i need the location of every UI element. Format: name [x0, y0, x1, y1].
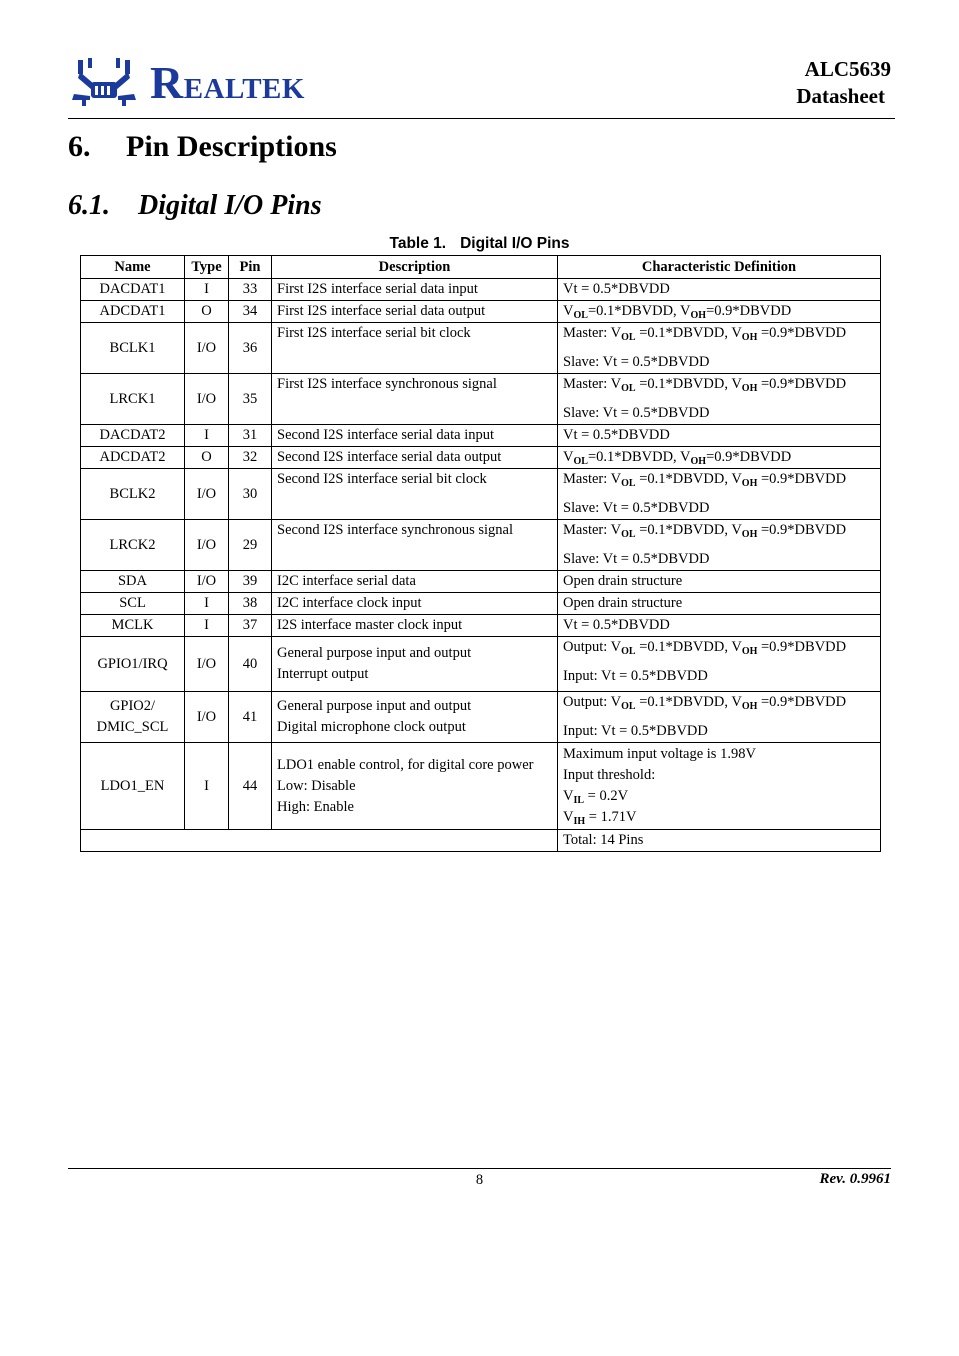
pin-characteristic-master: Master: $V_{OL}$ =0.1*DBVDD, $V_{OH}$ =0.9*DBVDD — [563, 325, 847, 343]
table-header-row — [81, 256, 881, 279]
pin-description-line: Second I2S interface synchronous signal — [277, 522, 513, 538]
doc-part-number: ALC5639 — [804, 57, 891, 81]
pin-characteristic-input: Input: Vt = 0.5*DBVDD — [563, 723, 708, 739]
pin-characteristic-cell — [558, 692, 881, 743]
pin-characteristic-cell — [558, 615, 881, 637]
pin-type: I/O — [196, 573, 217, 589]
pin-name: MCLK — [111, 617, 154, 633]
pin-type-cell — [185, 323, 229, 374]
header-characteristic: Characteristic Definition — [558, 256, 881, 279]
pin-characteristic-cell — [558, 301, 881, 323]
pin-description-line: I2C interface serial data — [277, 573, 416, 589]
pin-name: SDA — [117, 573, 147, 589]
header-type: Type — [185, 256, 229, 279]
pin-characteristic-slave: Slave: Vt = 0.5*DBVDD — [563, 354, 710, 370]
pin-characteristic: Open drain structure — [563, 595, 683, 611]
pin-name-cell — [81, 447, 185, 469]
doc-type: Datasheet — [796, 84, 885, 108]
pin-name-cell — [81, 571, 185, 593]
pin-type: I/O — [196, 708, 217, 725]
table-row — [81, 692, 881, 743]
pin-description-cell — [272, 469, 558, 520]
pin-description-line: First I2S interface serial bit clock — [277, 325, 471, 341]
table-caption — [0, 235, 959, 253]
pin-characteristic-cell — [558, 571, 881, 593]
pin-type: I/O — [196, 536, 217, 553]
pin-type-cell — [185, 447, 229, 469]
digital-io-pins-table — [80, 255, 881, 852]
pin-name: LRCK1 — [109, 390, 156, 407]
header-name: Name — [81, 256, 185, 279]
pin-number-cell — [229, 743, 272, 830]
pin-number: 39 — [242, 573, 258, 589]
pin-number-cell — [229, 323, 272, 374]
pin-name-cell — [81, 520, 185, 571]
pin-number: 31 — [242, 427, 258, 443]
pin-number-cell — [229, 447, 272, 469]
pin-description-line: First I2S interface serial data output — [277, 303, 486, 319]
pin-description-line: Interrupt output — [277, 666, 369, 682]
pin-type: I/O — [196, 390, 217, 407]
pin-type-cell — [185, 692, 229, 743]
pin-description-line: I2S interface master clock input — [277, 617, 463, 633]
subsection-title: Digital I/O Pins — [138, 190, 322, 221]
pin-type: I/O — [196, 485, 217, 502]
pin-description-cell — [272, 593, 558, 615]
pin-name-cell — [81, 323, 185, 374]
pin-characteristic-cell — [558, 374, 881, 425]
pin-name-line: DMIC_SCL — [96, 719, 169, 735]
pin-number-cell — [229, 374, 272, 425]
document-id — [796, 56, 891, 110]
pin-type-cell — [185, 469, 229, 520]
pin-characteristic-cell — [558, 520, 881, 571]
section-number: 6. — [68, 130, 91, 163]
pin-name: LRCK2 — [109, 536, 156, 553]
pin-name-cell — [81, 615, 185, 637]
pin-number: 37 — [242, 617, 258, 633]
pin-name-cell — [81, 593, 185, 615]
pin-type-cell — [185, 425, 229, 447]
footer-divider — [68, 1168, 891, 1169]
header-pin: Pin — [229, 256, 272, 279]
pin-characteristic-input: Input: Vt = 0.5*DBVDD — [563, 668, 708, 684]
pin-characteristic-line: $V_{IL} = 0.2V$ — [563, 788, 629, 806]
pin-number: 38 — [242, 595, 258, 611]
pin-description-line: Second I2S interface serial bit clock — [277, 471, 487, 487]
pin-characteristic: Vt = 0.5*DBVDD — [563, 617, 670, 633]
pin-description-cell — [272, 447, 558, 469]
pin-name: SCL — [119, 595, 146, 611]
pin-characteristic-master: Master: $V_{OL}$ =0.1*DBVDD, $V_{OH}$ =0.9*DBVDD — [563, 522, 847, 540]
pin-name: ADCDAT2 — [99, 449, 166, 465]
pin-type-cell — [185, 593, 229, 615]
pin-characteristic-output: Output: $V_{OL}$ =0.1*DBVDD, $V_{OH}$ =0.9*DBVDD — [563, 694, 847, 712]
pin-description-cell — [272, 279, 558, 301]
pin-number-cell — [229, 593, 272, 615]
pin-name: DACDAT2 — [99, 427, 166, 443]
table-total-row — [81, 830, 881, 852]
pin-characteristic-slave: Slave: Vt = 0.5*DBVDD — [563, 500, 710, 516]
pin-description-line: First I2S interface serial data input — [277, 281, 478, 297]
realtek-crab-logo-icon — [70, 56, 138, 108]
pin-number: 40 — [242, 655, 258, 672]
table-row — [81, 301, 881, 323]
pin-description-cell — [272, 615, 558, 637]
pin-characteristic-cell — [558, 323, 881, 374]
pin-description-line: LDO1 enable control, for digital core power — [277, 756, 534, 773]
pin-characteristic-cell — [558, 743, 881, 830]
pin-characteristic: Vt = 0.5*DBVDD — [563, 281, 670, 297]
pin-type: I — [204, 427, 209, 443]
pin-description-line: General purpose input and output — [277, 698, 472, 714]
pin-type-cell — [185, 571, 229, 593]
table-row — [81, 469, 881, 520]
pin-number-cell — [229, 615, 272, 637]
pin-description-cell — [272, 323, 558, 374]
pin-characteristic-line: $V_{IH} = 1.71V$ — [563, 809, 637, 827]
pin-number: 36 — [242, 339, 258, 356]
table-caption-title: Digital I/O Pins — [460, 235, 570, 252]
subsection-number: 6.1. — [68, 190, 110, 221]
pin-characteristic-master: Master: $V_{OL}$ =0.1*DBVDD, $V_{OH}$ =0.9*DBVDD — [563, 471, 847, 489]
pin-type: O — [201, 303, 212, 319]
pin-number-cell — [229, 279, 272, 301]
pin-description-line: I2C interface clock input — [277, 595, 422, 611]
pin-number: 35 — [242, 390, 258, 407]
pin-name-line: GPIO2/ — [109, 698, 156, 714]
pin-characteristic-cell — [558, 279, 881, 301]
table-row — [81, 637, 881, 692]
section-title: Pin Descriptions — [126, 130, 337, 163]
pin-name-cell — [81, 637, 185, 692]
pin-characteristic-cell — [558, 637, 881, 692]
pin-name-cell — [81, 692, 185, 743]
pin-characteristic-cell — [558, 469, 881, 520]
pin-number: 34 — [242, 303, 258, 319]
pin-type-cell — [185, 374, 229, 425]
pin-description-line: First I2S interface synchronous signal — [277, 376, 497, 392]
pin-description-line: Digital microphone clock output — [277, 719, 466, 735]
pin-number: 29 — [242, 536, 258, 553]
total-blank-cell — [81, 830, 558, 852]
pin-number-cell — [229, 637, 272, 692]
pin-number-cell — [229, 425, 272, 447]
pin-description-cell — [272, 637, 558, 692]
pin-name-cell — [81, 743, 185, 830]
pin-number-cell — [229, 692, 272, 743]
table-row — [81, 425, 881, 447]
pin-characteristic-cell — [558, 425, 881, 447]
pin-name-cell — [81, 301, 185, 323]
pin-characteristic: $V_{OL}=0.1*DBVDD$, $V_{OH}=0.9*DBVDD$ — [563, 449, 792, 467]
pin-type-cell — [185, 615, 229, 637]
pin-characteristic-slave: Slave: Vt = 0.5*DBVDD — [563, 405, 710, 421]
pin-type: O — [201, 449, 212, 465]
total-pins: Total: 14 Pins — [558, 830, 881, 852]
pin-characteristic-cell — [558, 447, 881, 469]
pin-description-line: Low: Disable — [277, 777, 356, 794]
pin-type: I — [204, 617, 209, 633]
pin-description-cell — [272, 692, 558, 743]
pin-description-line: Second I2S interface serial data input — [277, 427, 495, 443]
pin-characteristic-master: Master: $V_{OL}$ =0.1*DBVDD, $V_{OH}$ =0.9*DBVDD — [563, 376, 847, 394]
pin-number: 44 — [242, 777, 258, 794]
table-row — [81, 571, 881, 593]
table-row — [81, 447, 881, 469]
pin-type-cell — [185, 637, 229, 692]
pin-characteristic-output: Output: $V_{OL}$ =0.1*DBVDD, $V_{OH}$ =0.9*DBVDD — [563, 639, 847, 657]
pin-description-cell — [272, 743, 558, 830]
pin-name-cell — [81, 469, 185, 520]
pin-description-line: High: Enable — [277, 798, 354, 815]
pin-description-cell — [272, 301, 558, 323]
pin-type-cell — [185, 301, 229, 323]
pin-type-cell — [185, 520, 229, 571]
pin-name-cell — [81, 425, 185, 447]
pin-number: 33 — [242, 281, 258, 297]
section-heading — [68, 127, 337, 167]
pin-name: DACDAT1 — [99, 281, 166, 297]
pin-type: I/O — [196, 655, 217, 672]
pin-description-line: General purpose input and output — [277, 645, 472, 661]
pin-name: ADCDAT1 — [99, 303, 166, 319]
table-caption-number: Table 1. — [389, 235, 447, 252]
pin-description-cell — [272, 520, 558, 571]
pin-description-line: Second I2S interface serial data output — [277, 449, 502, 465]
pin-name: GPIO1/IRQ — [97, 655, 168, 672]
pin-name-cell — [81, 374, 185, 425]
revision: Rev. 0.9961 — [819, 1171, 891, 1187]
pin-type: I — [204, 281, 209, 297]
pin-characteristic-line: Input threshold: — [563, 767, 656, 783]
pin-characteristic: Vt = 0.5*DBVDD — [563, 427, 670, 443]
brand-name: Realtek — [150, 57, 305, 108]
pin-type: I/O — [196, 339, 217, 356]
pin-number: 32 — [242, 449, 258, 465]
pin-characteristic-line: Maximum input voltage is 1.98V — [563, 746, 756, 762]
table-row — [81, 593, 881, 615]
pin-description-cell — [272, 425, 558, 447]
pin-number-cell — [229, 469, 272, 520]
pin-type: I — [204, 595, 209, 611]
table-row — [81, 323, 881, 374]
pin-name: BCLK2 — [109, 485, 156, 502]
pin-type-cell — [185, 279, 229, 301]
table-row — [81, 374, 881, 425]
header-description: Description — [272, 256, 558, 279]
pin-number-cell — [229, 571, 272, 593]
pin-characteristic-cell — [558, 593, 881, 615]
pin-description-cell — [272, 571, 558, 593]
header-divider — [68, 118, 895, 119]
pin-characteristic: $V_{OL}=0.1*DBVDD$, $V_{OH}=0.9*DBVDD$ — [563, 303, 792, 321]
pin-number: 41 — [242, 708, 258, 725]
table-row — [81, 520, 881, 571]
pin-type-cell — [185, 743, 229, 830]
subsection-heading — [68, 186, 322, 226]
pin-description-cell — [272, 374, 558, 425]
pin-characteristic-slave: Slave: Vt = 0.5*DBVDD — [563, 551, 710, 567]
table-row — [81, 279, 881, 301]
pin-name: BCLK1 — [109, 339, 156, 356]
pin-name-cell — [81, 279, 185, 301]
pin-number: 30 — [242, 485, 258, 502]
pin-type: I — [204, 777, 209, 794]
page-number: 8 — [475, 1172, 484, 1188]
page-header — [68, 52, 895, 118]
pin-characteristic: Open drain structure — [563, 573, 683, 589]
table-row — [81, 615, 881, 637]
pin-number-cell — [229, 520, 272, 571]
pin-number-cell — [229, 301, 272, 323]
pin-name: LDO1_EN — [100, 777, 165, 794]
table-row — [81, 743, 881, 830]
